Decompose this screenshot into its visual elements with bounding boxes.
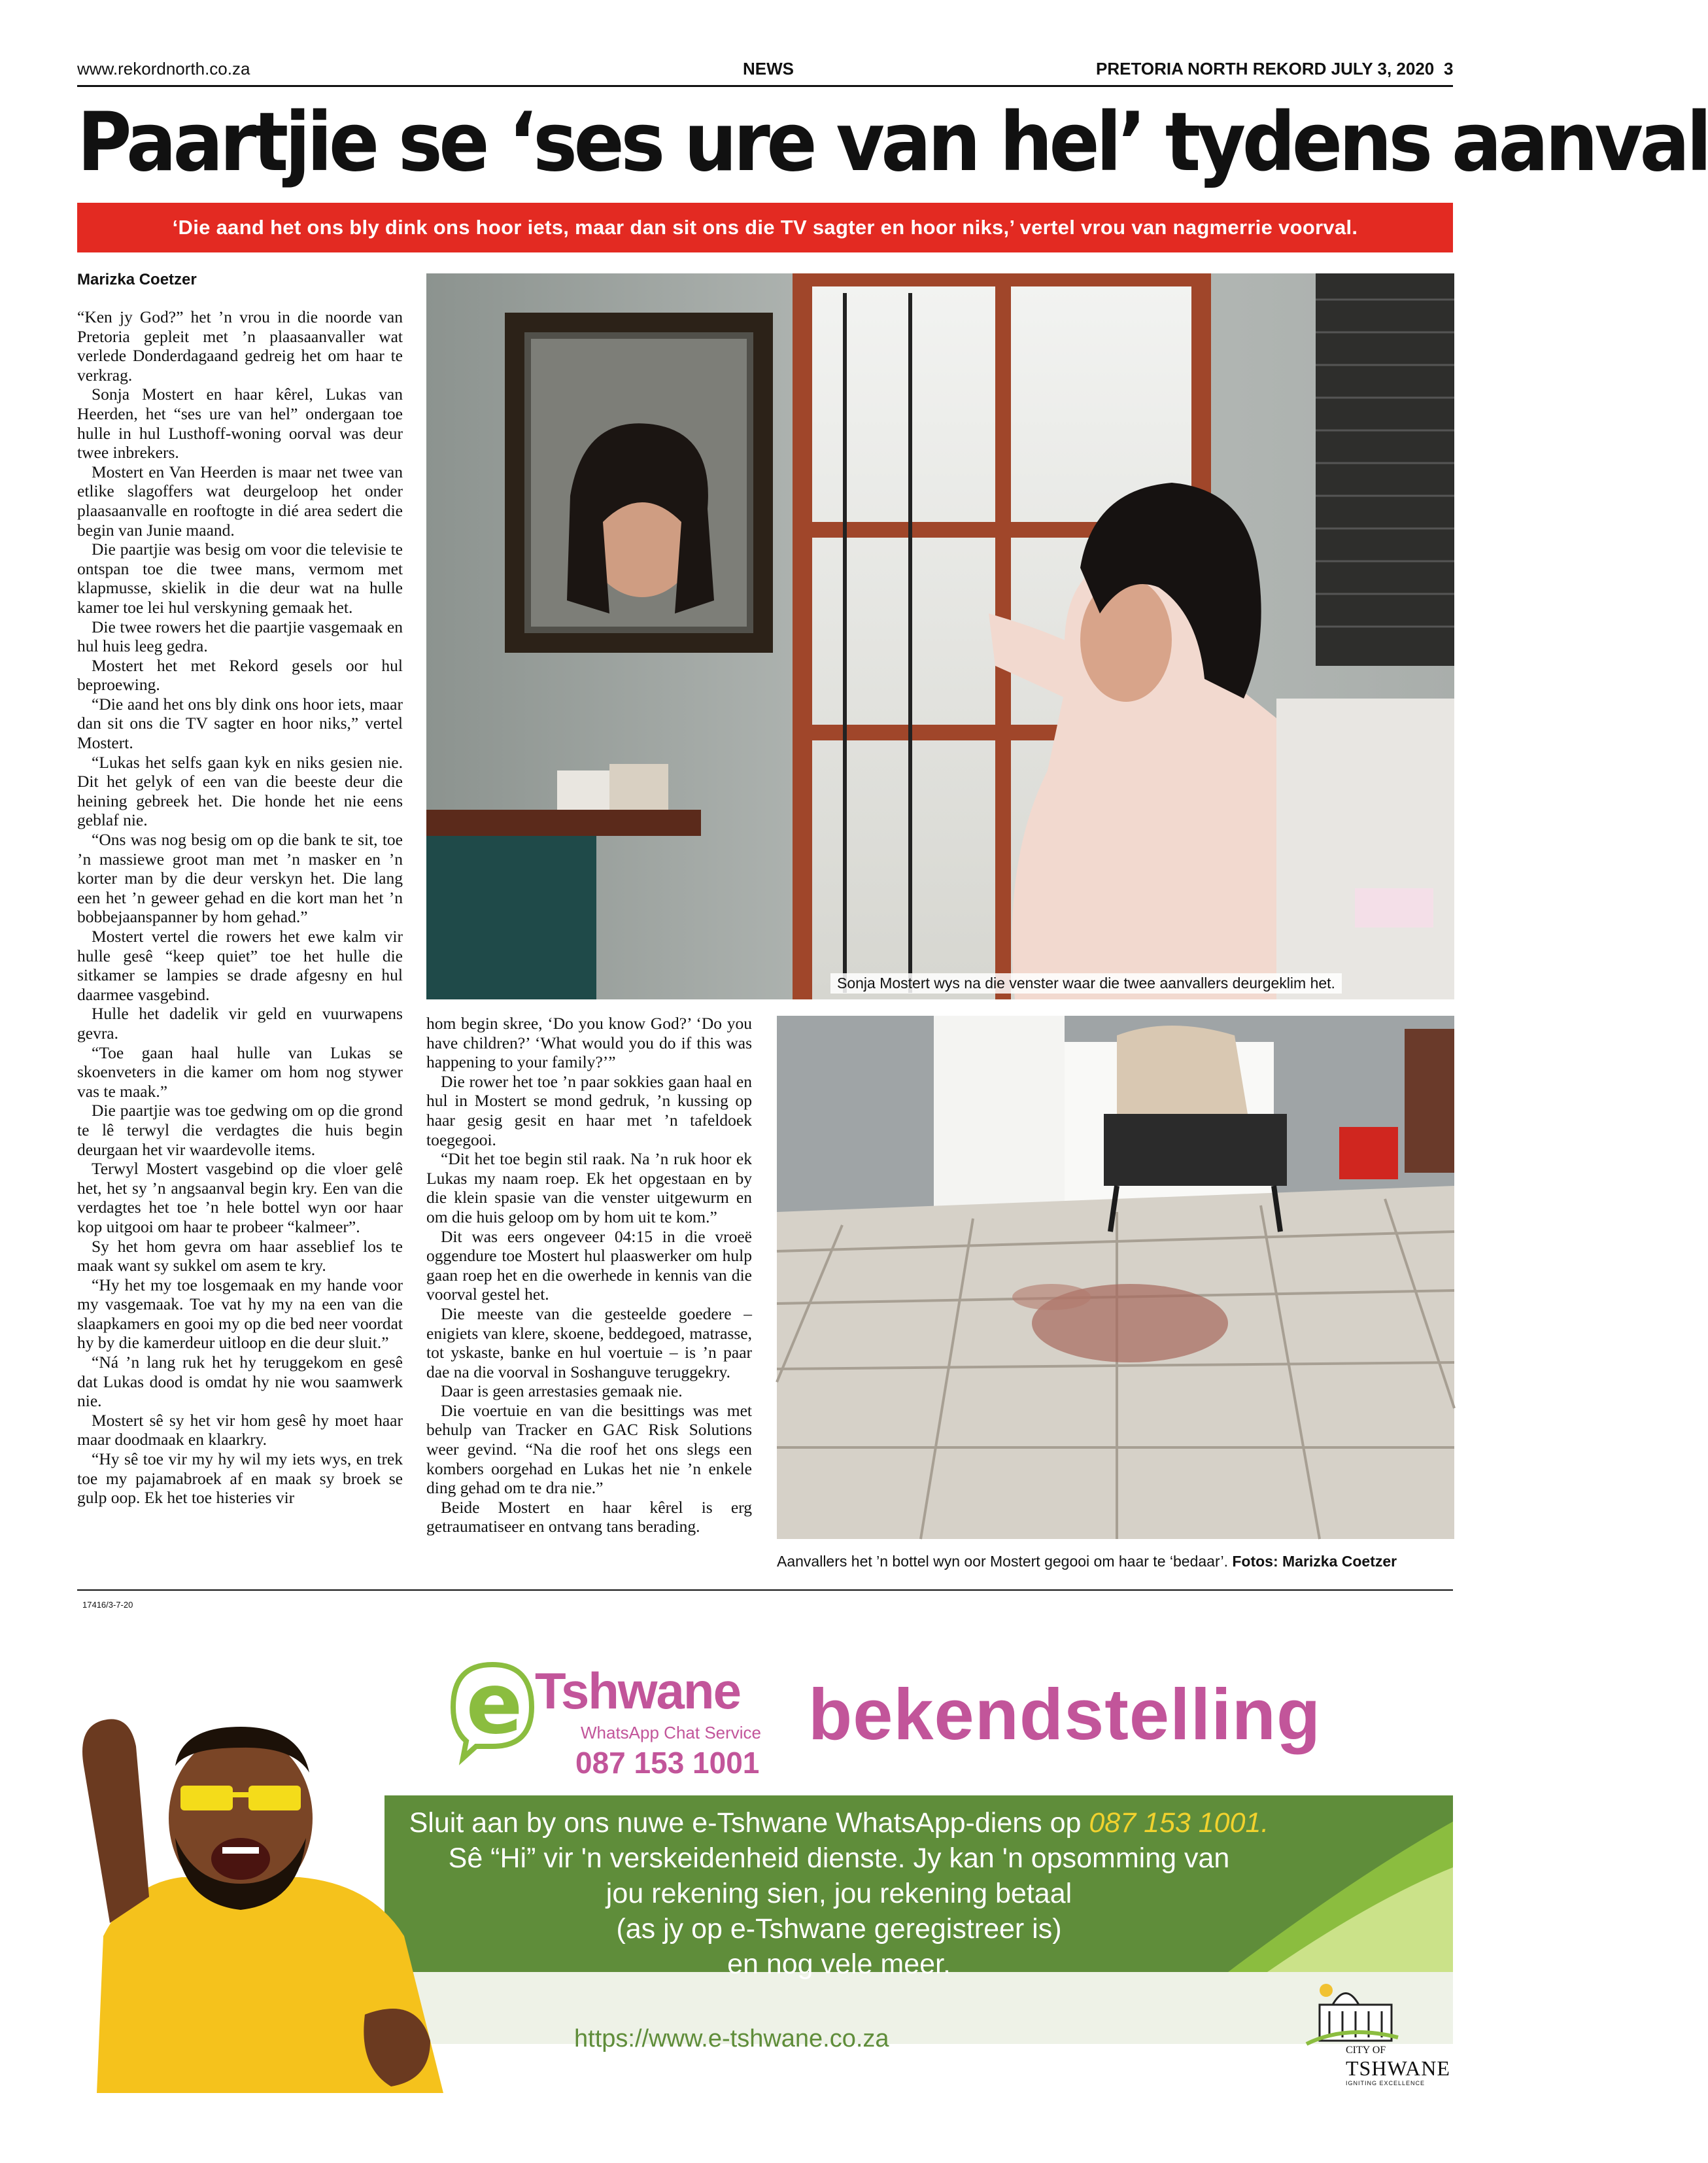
etshwane-advert — [77, 1635, 1453, 2093]
photo-bloodstained-floor-image — [777, 1016, 1454, 1539]
deck-banner — [77, 203, 1453, 252]
advert-body-line-2: Sê “Hi” vir 'n verskeidenheid dienste. Jy kan 'n opsomming van — [448, 1843, 1230, 1874]
article-paragraph: Die paartjie was toe gedwing om op die grond te lê terwyl die verdagtes die huis begin deurgaan het vir waardevolle items. — [77, 1101, 403, 1159]
article-column-2 — [426, 1014, 752, 1536]
article-paragraph: “Hy het my toe losgemaak en my hande voor my vasgemaak. Toe vat hy my na een van die slaapkamers en gooi my op die bed neer voordat hy by die kamerdeur uitloop en die deur sluit.” — [77, 1275, 403, 1353]
article-paragraph: Mostert vertel die rowers het ewe kalm vir hulle gesê “keep quiet” toe het hulle die sitkamer se lampies se drade afgesny en hul daarmee vasgebind. — [77, 927, 403, 1004]
logo-service: WhatsApp Chat Service — [581, 1723, 762, 1742]
byline: Marizka Coetzer — [77, 271, 197, 288]
article-column-1 — [77, 307, 403, 1508]
article-paragraph: Die meeste van die gesteelde goedere – enigiets van klere, skoene, beddegoed, matrasse, tot yskaste, banke en hul voertuie – is ’n paar dae na die voorval in Soshanguve teruggekry. — [426, 1304, 752, 1381]
city-slogan: IGNITING EXCELLENCE — [1346, 2080, 1426, 2086]
photo-credit: Fotos: Marizka Coetzer — [1232, 1553, 1397, 1570]
publication-date: PRETORIA NORTH REKORD JULY 3, 2020 — [1096, 59, 1435, 78]
photo-woman-window-image — [426, 273, 1454, 999]
article-paragraph: “Die aand het ons bly dink ons hoor iets, maar dan sit ons die TV sagter en hoor niks,” vertel Mostert. — [77, 694, 403, 753]
article-paragraph: Die twee rowers het die paartjie vasgemaak en hul huis leeg gedra. — [77, 617, 403, 656]
headline: Paartjie se ‘ses ure van hel’ tydens aanval — [77, 95, 1708, 190]
article-paragraph: “Ons was nog besig om op die bank te sit, toe ’n massiewe groot man met ’n masker en ’n korter man by die deur verskyn het. Die lang een het ’n geweer gehad en die kort man het ’n bobbejaanspanner by hom gehad.” — [77, 830, 403, 927]
article-paragraph: “Ken jy God?” het ’n vrou in die noorde van Pretoria gepleit met ’n plaasaanvaller wat verlede Donderdagaand gedreig het om haar te verkrag. — [77, 307, 403, 385]
article-paragraph: Beide Mostert en haar kêrel is erg getraumatiseer en ontvang tans berading. — [426, 1497, 752, 1536]
website-url[interactable]: www.rekordnorth.co.za — [77, 59, 250, 78]
logo-name: Tshwane — [535, 1662, 740, 1720]
article-paragraph: Hulle het dadelik vir geld en vuurwapens gevra. — [77, 1004, 403, 1043]
advert-body-line-1-text: Sluit aan by ons nuwe e-Tshwane WhatsApp-diens op — [409, 1807, 1089, 1839]
logo-letter: e — [466, 1655, 523, 1753]
article-paragraph: Die paartjie was besig om voor die televisie te ontspan toe die twee mans, vermom met klapmusse, skielik in die deur wat na hulle kamer toe lei hul verskyning gemaak het. — [77, 540, 403, 617]
logo-phone: 087 153 1001 — [575, 1746, 760, 1780]
photo-bloodstained-floor — [777, 1016, 1454, 1539]
advert-body-line-1 — [384, 1805, 1293, 1841]
city-name: TSHWANE — [1346, 2056, 1450, 2080]
section-label: NEWS — [743, 59, 794, 78]
article-paragraph: Die rower het toe ’n paar sokkies gaan haal en hul in Mostert se mond gedruk, ’n kussing op haar gesig gesit en haar met ’n tafeldoek toegegooi. — [426, 1071, 752, 1149]
article-paragraph: Sy het hom gevra om haar asseblief los te maak want sy sukkel om asem te kry. — [77, 1236, 403, 1275]
article-paragraph: “Lukas het selfs gaan kyk en niks gesien nie. Dit het gelyk of een van die beeste deur die heining gebreek het. Die honde het nie eens geblaf nie. — [77, 752, 403, 830]
etshwane-logo-bubble — [450, 1655, 535, 1759]
photo-caption-1: Sonja Mostert wys na die venster waar die twee aanvallers deurgeklim het. — [830, 973, 1342, 994]
article-paragraph: “Hy sê toe vir my hy wil my iets wys, en trek toe my pajamabroek af en maak sy broek se gulp oop. Ek het toe histeries vir — [77, 1449, 403, 1508]
photo-woman-window — [426, 273, 1454, 999]
article-paragraph: Dit was eers ongeveer 04:15 in die vroeë oggendure toe Mostert hul plaaswerker om hulp gaan roep het en die owerhede in kennis van die voorval gestel het. — [426, 1226, 752, 1304]
footer-code: 17416/3-7-20 — [82, 1600, 133, 1610]
advert-url[interactable]: https://www.e-tshwane.co.za — [574, 2025, 889, 2052]
article-paragraph: Mostert sê sy het vir hom gesê hy moet haar maar doodmaak en klaarkry. — [77, 1410, 403, 1449]
article-end-rule — [77, 1589, 1453, 1591]
advert-body — [384, 1805, 1293, 1982]
article-paragraph: “Toe gaan haal hulle van Lukas se skoenveters in die kamer om hom nog stywer vas te maak.” — [77, 1043, 403, 1101]
photo-caption-2 — [777, 1553, 1397, 1570]
header-rule — [77, 85, 1453, 87]
article-paragraph: hom begin skree, ‘Do you know God?’ ‘Do you have children?’ ‘What would you do if this was happening to your family?’” — [426, 1014, 752, 1072]
advert-body-line-5: en nog vele meer. — [727, 1948, 951, 1980]
city-of-label: CITY OF — [1346, 2045, 1386, 2056]
page-number: 3 — [1444, 59, 1454, 78]
advert-phone-highlight: 087 153 1001. — [1089, 1807, 1269, 1839]
photo-caption-2-text: Aanvallers het ’n bottel wyn oor Mostert gegooi om haar te ‘bedaar’. — [777, 1553, 1228, 1570]
article-paragraph: Sonja Mostert en haar kêrel, Lukas van Heerden, het “ses ure van hel” ondergaan toe hulle in hul Lusthoff-woning oorval was deur twee inbrekers. — [77, 385, 403, 462]
article-paragraph: Daar is geen arrestasies gemaak nie. — [441, 1381, 683, 1401]
article-paragraph: “Ná ’n lang ruk het hy teruggekom en gesê dat Lukas dood is omdat hy nie wou saamwerk nie. — [77, 1353, 403, 1411]
city-hall-icon — [1307, 1979, 1398, 2044]
advert-body-line-4: (as jy op e-Tshwane geregistreer is) — [616, 1913, 1062, 1945]
advert-title: bekendstelling — [808, 1674, 1322, 1755]
advert-body-line-3: jou rekening sien, jou rekening betaal — [606, 1878, 1072, 1909]
article-paragraph: Mostert en Van Heerden is maar net twee van etlike slagoffers wat deurgeloop het onder plaasaanvalle en rooftogte in dié area sedert die begin van Junie maand. — [77, 462, 403, 540]
article-paragraph: “Dit het toe begin stil raak. Na ’n ruk hoor ek Lukas my naam roep. Ek het opgestaan en by die klein spasie van die venster uitgewurm en om die huis geloop om by hom uit te kom.” — [426, 1149, 752, 1226]
article-paragraph: Die voertuie en van die besittings was met behulp van Tracker en GAC Risk Solutions weer gevind. “Na die roof het ons slegs een kombers oorgehad en Lukas het nie ’n enkele ding gehad om te dra nie.” — [426, 1400, 752, 1498]
article-paragraph: Terwyl Mostert vasgebind op die vloer gelê het, het sy ’n angsaanval begin kry. Een van die verdagtes het toe ’n hele bottel wyn oor haar kop uitgooi om haar te probeer “kalmeer”. — [77, 1159, 403, 1236]
advert-lower-panel — [384, 1972, 1453, 2044]
article-paragraph: Mostert het met Rekord gesels oor hul beproewing. — [77, 655, 403, 695]
deck-text: ‘Die aand het ons bly dink ons hoor iets, maar dan sit ons die TV sagter en hoor niks,’ vertel vrou van nagmerrie voorval. — [172, 216, 1358, 239]
